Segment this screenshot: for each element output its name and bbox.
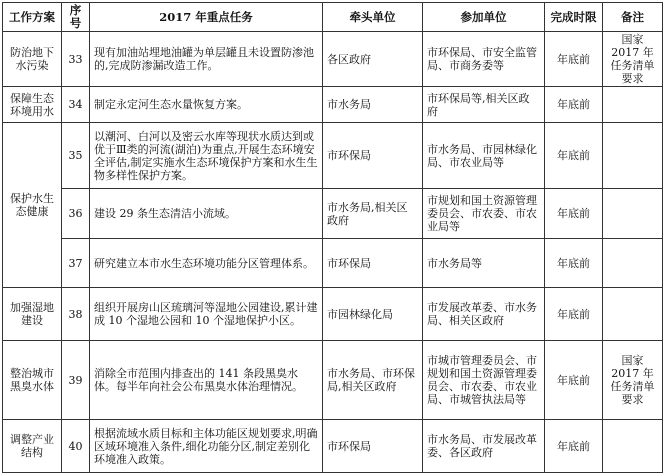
deadline-cell: 年底前 — [545, 288, 603, 341]
header-work-plan: 工作方案 — [3, 3, 62, 32]
header-participating-units: 参加单位 — [423, 3, 545, 32]
task-cell: 制定永定河生态水量恢复方案。 — [90, 87, 323, 123]
deadline-cell: 年底前 — [545, 341, 603, 420]
deadline-cell: 年底前 — [545, 87, 603, 123]
lead-unit-cell: 市水务局、市环保局,相关区政府 — [323, 341, 423, 420]
participating-units-cell: 市发展改革委、市水务局、相关区政府 — [423, 288, 545, 341]
remarks-cell: 国家 2017 年任务清单要求 — [603, 32, 663, 87]
remarks-cell — [603, 239, 663, 288]
lead-unit-cell: 市园林绿化局 — [323, 288, 423, 341]
deadline-cell: 年底前 — [545, 32, 603, 87]
participating-units-cell: 市规划和国土资源管理委员会、市农委、市农业局等 — [423, 189, 545, 239]
remarks-cell — [603, 189, 663, 239]
lead-unit-cell: 市环保局 — [323, 420, 423, 473]
work-plan-cell: 整治城市黑臭水体 — [3, 341, 62, 420]
number-cell: 40 — [62, 420, 90, 473]
deadline-cell: 年底前 — [545, 420, 603, 473]
work-plan-cell: 保护水生态健康 — [3, 123, 62, 288]
deadline-cell: 年底前 — [545, 239, 603, 288]
header-row — [3, 3, 663, 32]
lead-unit-cell: 市水务局 — [323, 87, 423, 123]
task-cell: 以潮河、白河以及密云水库等现状水质达到或优于Ⅲ类的河流(湖泊)为重点,开展生态环境安全评估,制定实施水生态环境保护方案和水生生物多样性保护方案。 — [90, 123, 323, 189]
table-row — [3, 420, 663, 473]
participating-units-cell: 市城市管理委员会、市规划和国土资源管理委员会、市农委、市农业局、市城管执法局等 — [423, 341, 545, 420]
number-cell: 36 — [62, 189, 90, 239]
number-cell: 39 — [62, 341, 90, 420]
deadline-cell: 年底前 — [545, 123, 603, 189]
task-table — [2, 2, 663, 473]
work-plan-cell: 加强湿地建设 — [3, 288, 62, 341]
table-row — [3, 341, 663, 420]
table-row — [3, 32, 663, 87]
lead-unit-cell: 市环保局 — [323, 123, 423, 189]
header-key-task: 2017 年重点任务 — [90, 3, 323, 32]
work-plan-cell: 调整产业结构 — [3, 420, 62, 473]
lead-unit-cell: 市水务局,相关区政府 — [323, 189, 423, 239]
participating-units-cell: 市环保局、市安全监管局、市商务委等 — [423, 32, 545, 87]
number-cell: 33 — [62, 32, 90, 87]
remarks-cell — [603, 123, 663, 189]
work-plan-cell: 防治地下水污染 — [3, 32, 62, 87]
number-cell: 35 — [62, 123, 90, 189]
task-cell: 研究建立本市水生态环境功能分区管理体系。 — [90, 239, 323, 288]
remarks-cell — [603, 288, 663, 341]
remarks-cell — [603, 87, 663, 123]
participating-units-cell: 市水务局等 — [423, 239, 545, 288]
task-cell: 组织开展房山区琉璃河等湿地公园建设,累计建成 10 个湿地公园和 10 个湿地保护小区。 — [90, 288, 323, 341]
task-cell: 建设 29 条生态清洁小流域。 — [90, 189, 323, 239]
table-row — [3, 87, 663, 123]
lead-unit-cell: 市环保局 — [323, 239, 423, 288]
work-plan-cell: 保障生态环境用水 — [3, 87, 62, 123]
header-remarks: 备注 — [603, 3, 663, 32]
task-cell: 现有加油站埋地油罐为单层罐且未设置防渗池的,完成防渗漏改造工作。 — [90, 32, 323, 87]
participating-units-cell: 市环保局等,相关区政府 — [423, 87, 545, 123]
number-cell: 38 — [62, 288, 90, 341]
lead-unit-cell: 各区政府 — [323, 32, 423, 87]
task-cell: 根据流域水质目标和主体功能区规划要求,明确区域环境准入条件,细化功能分区,制定差别化环境准入政策。 — [90, 420, 323, 473]
task-cell: 消除全市范围内排查出的 141 条段黑臭水体。每半年向社会公布黑臭水体治理情况。 — [90, 341, 323, 420]
remarks-cell — [603, 420, 663, 473]
participating-units-cell: 市水务局、市园林绿化局、市农业局等 — [423, 123, 545, 189]
table-row — [3, 189, 663, 239]
deadline-cell: 年底前 — [545, 189, 603, 239]
table-row — [3, 288, 663, 341]
number-cell: 37 — [62, 239, 90, 288]
header-deadline: 完成时限 — [545, 3, 603, 32]
header-lead-unit: 牵头单位 — [323, 3, 423, 32]
table-row — [3, 123, 663, 189]
header-number: 序号 — [62, 3, 90, 32]
participating-units-cell: 市水务局、市发展改革委、各区政府 — [423, 420, 545, 473]
table-row — [3, 239, 663, 288]
remarks-cell: 国家 2017 年任务清单要求 — [603, 341, 663, 420]
number-cell: 34 — [62, 87, 90, 123]
